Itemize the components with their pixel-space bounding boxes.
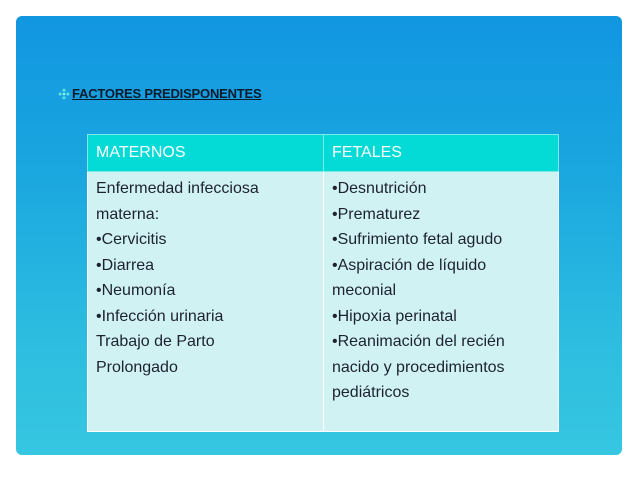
- fetales-line: •Desnutrición: [332, 180, 427, 197]
- header-fetales: FETALES: [324, 135, 559, 172]
- maternos-line: Enfermedad infecciosa: [96, 180, 259, 197]
- maternos-line: materna:: [96, 205, 160, 223]
- fetales-cell: [324, 172, 559, 432]
- fetales-line: •Aspiración de líquido: [332, 256, 487, 274]
- header-maternos: MATERNOS: [88, 135, 324, 172]
- table-row: [88, 172, 559, 432]
- maternos-line: Trabajo de Parto: [96, 333, 215, 350]
- maternos-line: Prolongado: [96, 358, 178, 376]
- fetales-line: •Prematurez: [332, 205, 421, 223]
- maternos-line: •Cervicitis: [96, 231, 167, 248]
- fetales-line: •Reanimación del recién: [332, 333, 505, 350]
- fetales-line: nacido y procedimientos: [332, 358, 505, 376]
- table-header-row: [88, 135, 559, 172]
- heading-text: FACTORES PREDISPONENTES: [72, 86, 262, 101]
- fetales-line: •Hipoxia perinatal: [332, 307, 457, 325]
- fetales-line: meconial: [332, 282, 397, 299]
- maternos-line: •Infección urinaria: [96, 307, 224, 325]
- maternos-line: •Diarrea: [96, 256, 155, 274]
- section-heading: [58, 86, 261, 101]
- maternos-cell: [88, 172, 324, 432]
- fetales-line: •Sufrimiento fetal agudo: [332, 231, 503, 248]
- fetales-line: pediátricos: [332, 384, 410, 401]
- factors-table: [87, 134, 559, 432]
- diamond-bullet-icon: [58, 88, 70, 100]
- maternos-line: •Neumonía: [96, 282, 176, 299]
